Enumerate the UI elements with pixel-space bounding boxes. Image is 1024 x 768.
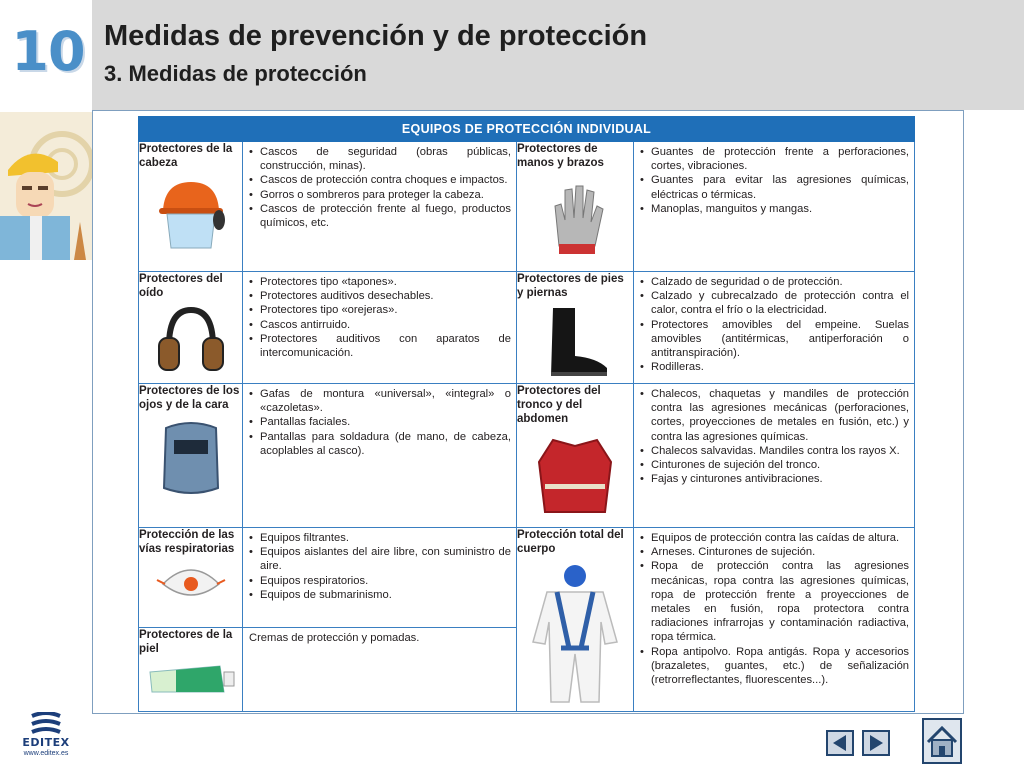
skin-text: Cremas de protección y pomadas. — [249, 632, 420, 644]
list-item: • Equipos respiratorios. — [249, 574, 511, 588]
home-button[interactable] — [922, 718, 962, 764]
items-cell-head — [243, 142, 517, 272]
category-label: Protectores del tronco y del abdomen — [517, 385, 601, 425]
home-icon — [924, 720, 960, 762]
harness-suit-icon — [525, 562, 625, 704]
category-cell-fullbody — [517, 528, 634, 712]
item-list-head — [243, 142, 516, 232]
list-item: • Rodilleras. — [640, 360, 909, 374]
list-item: • Ropa de protección contra las agresiones mecánicas, ropa contra las agresiones químicas, ropa de protección frente a proyecciones de metales en fusión, ropa protectora contra radiaciones infrarrojas y contaminación radiactiva, ropa térmica. — [640, 559, 909, 644]
items-cell-feet — [634, 272, 915, 384]
items-cell-fullbody — [634, 528, 915, 712]
list-item: • Manoplas, manguitos y mangas. — [640, 202, 909, 216]
category-cell-torso — [517, 384, 634, 528]
list-item: • Gorros o sombreros para proteger la cabeza. — [249, 188, 511, 202]
category-label: Protección de las vías respiratorias — [139, 529, 235, 555]
list-item: • Cascos antirruido. — [249, 318, 511, 332]
ppe-table — [138, 116, 915, 712]
list-item: • Cascos de protección frente al fuego, productos químicos, etc. — [249, 202, 511, 230]
category-label: Protección total del cuerpo — [517, 529, 624, 555]
list-item: • Chalecos salvavidas. Mandiles contra los rayos X. — [640, 444, 909, 458]
category-cell-ear — [139, 272, 243, 384]
editex-logo — [18, 712, 74, 762]
header-band — [92, 0, 1024, 110]
list-item: • Guantes de protección frente a perforaciones, cortes, vibraciones. — [640, 145, 909, 173]
list-item: • Cascos de seguridad (obras públicas, construcción, minas). — [249, 145, 511, 173]
items-cell-hands — [634, 142, 915, 272]
category-cell-skin — [139, 628, 243, 712]
logo-wordmark: EDITEX — [22, 736, 70, 749]
category-label: Protectores de la cabeza — [139, 143, 233, 169]
items-cell-torso — [634, 384, 915, 528]
list-item: • Arneses. Cinturones de sujeción. — [640, 545, 909, 559]
unit-number: 10 — [11, 20, 85, 83]
item-list-torso — [634, 384, 914, 488]
helmet-icon — [155, 176, 227, 254]
category-label: Protectores de manos y brazos — [517, 143, 604, 169]
list-item: • Guantes para evitar las agresiones químicas, eléctricas o térmicas. — [640, 173, 909, 201]
prev-arrow-icon — [828, 732, 852, 754]
glove-icon — [541, 176, 609, 260]
category-label: Protectores de pies y piernas — [517, 273, 624, 299]
item-list-eyes — [243, 384, 516, 460]
respirator-icon — [155, 562, 227, 606]
list-item: • Cinturones de sujeción del tronco. — [640, 458, 909, 472]
item-list-hands — [634, 142, 914, 218]
welding-mask-icon — [156, 418, 226, 498]
item-list-respiratory — [243, 528, 516, 604]
next-arrow-icon — [864, 732, 888, 754]
list-item: • Protectores amovibles del empeine. Suelas amovibles (antitérmicas, antiperforación o antitranspiración). — [640, 318, 909, 361]
items-cell-skin — [243, 628, 517, 712]
list-item: • Calzado de seguridad o de protección. — [640, 275, 909, 289]
list-item: • Equipos de protección contra las caídas de altura. — [640, 531, 909, 545]
item-list-feet — [634, 272, 914, 376]
jacket-icon — [535, 432, 615, 518]
boot-icon — [537, 306, 613, 378]
category-label: Protectores del oído — [139, 273, 223, 299]
list-item: • Gafas de montura «universal», «integral» o «cazoletas». — [249, 387, 511, 415]
editex-logo-mark — [18, 712, 74, 736]
category-cell-feet — [517, 272, 634, 384]
list-item: • Pantallas faciales. — [249, 415, 511, 429]
items-cell-ear — [243, 272, 517, 384]
category-label: Protectores de los ojos y de la cara — [139, 385, 240, 411]
earmuffs-icon — [155, 306, 227, 376]
list-item: • Equipos aislantes del aire libre, con suministro de aire. — [249, 545, 511, 573]
list-item: • Fajas y cinturones antivibraciones. — [640, 472, 909, 486]
category-cell-hands — [517, 142, 634, 272]
category-cell-head — [139, 142, 243, 272]
category-cell-eyes — [139, 384, 243, 528]
items-cell-eyes — [243, 384, 517, 528]
list-item: • Protectores tipo «tapones». — [249, 275, 511, 289]
category-cell-respiratory — [139, 528, 243, 628]
items-cell-respiratory — [243, 528, 517, 628]
list-item: • Cascos de protección contra choques e impactos. — [249, 173, 511, 187]
next-button[interactable] — [862, 730, 890, 756]
list-item: • Pantallas para soldadura (de mano, de cabeza, acoplables al casco). — [249, 430, 511, 458]
logo-url: www.editex.es — [23, 750, 69, 757]
list-item: • Protectores tipo «orejeras». — [249, 303, 511, 317]
page-subtitle: 3. Medidas de protección — [104, 61, 367, 86]
item-list-ear — [243, 272, 516, 362]
list-item: • Chalecos, chaquetas y mandiles de protección contra las agresiones mecánicas (perforaciones, cortes, proyecciones de metales en fusión, etc.) y contra las agresiones químicas. — [640, 387, 909, 444]
list-item: • Equipos filtrantes. — [249, 531, 511, 545]
item-list-fullbody — [634, 528, 914, 689]
cream-tube-icon — [146, 662, 236, 698]
worker-illustration — [0, 112, 92, 260]
list-item: • Ropa antipolvo. Ropa antigás. Ropa y accesorios (brazaletes, guantes, etc.) de señalización (retrorreflectantes, fluorescentes...). — [640, 645, 909, 688]
list-item: • Protectores auditivos con aparatos de intercomunicación. — [249, 332, 511, 360]
page-title: Medidas de prevención y de protección — [104, 20, 648, 52]
list-item: • Calzado y cubrecalzado de protección contra el calor, contra el frío o la electricidad. — [640, 289, 909, 317]
category-label: Protectores de la piel — [139, 629, 233, 655]
list-item: • Equipos de submarinismo. — [249, 588, 511, 602]
list-item: • Protectores auditivos desechables. — [249, 289, 511, 303]
table-header: EQUIPOS DE PROTECCIÓN INDIVIDUAL — [139, 117, 915, 142]
previous-button[interactable] — [826, 730, 854, 756]
